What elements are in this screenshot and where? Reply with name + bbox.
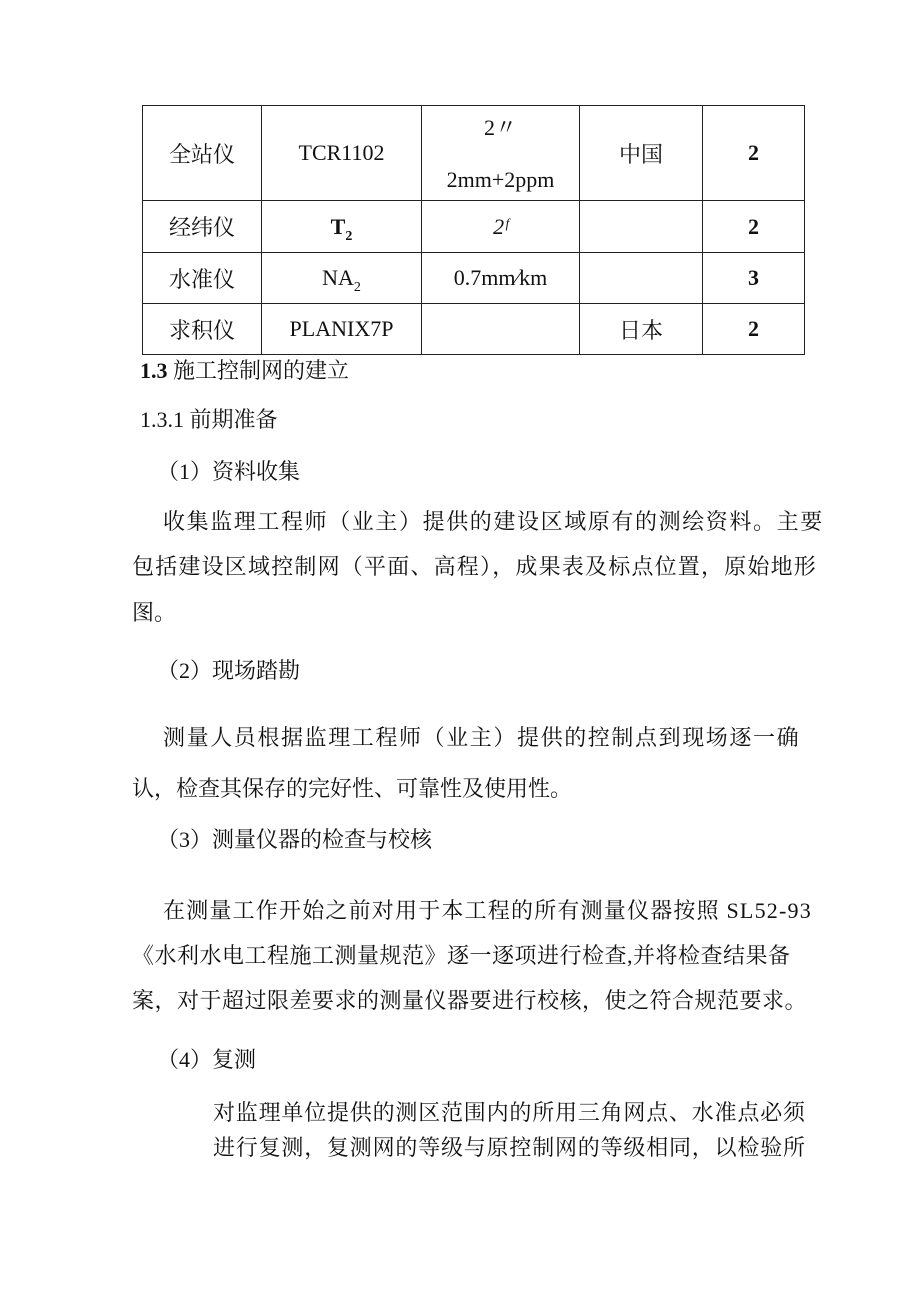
instrument-name: 水准仪: [143, 253, 262, 304]
instrument-name: 求积仪: [143, 304, 262, 355]
instrument-precision: [422, 106, 580, 201]
paragraph-line: 进行复测，复测网的等级与原控制网的等级相同，以检验所: [213, 1135, 806, 1160]
paragraph-line: 认，检查其保存的完好性、可靠性及使用性。: [132, 776, 573, 801]
model-main: T: [330, 213, 346, 239]
table-row: [143, 253, 805, 304]
subsection-heading: 1.3.1 前期准备: [140, 407, 278, 432]
instrument-model: PLANIX7P: [262, 304, 422, 355]
model-subscript: 2: [345, 228, 353, 244]
item-heading: （2）现场踏勘: [157, 658, 301, 683]
paragraph-line: 案，对于超过限差要求的测量仪器要进行校核，使之符合规范要求。: [132, 988, 808, 1013]
item-heading: （1）资料收集: [157, 459, 301, 484]
instrument-origin: 日本: [580, 304, 703, 355]
instrument-precision: 2ᶠ: [422, 201, 580, 253]
table-row: [143, 201, 805, 253]
paragraph-line: 对监理单位提供的测区范围内的所用三角网点、水准点必须: [213, 1100, 806, 1125]
instrument-precision: 0.7mm⁄km: [422, 253, 580, 304]
table-row: [143, 304, 805, 355]
model-main: NA: [322, 265, 354, 290]
paragraph-line: 图。: [132, 600, 177, 625]
instrument-model: TCR1102: [262, 106, 422, 201]
paragraph-line: 收集监理工程师（业主）提供的建设区域原有的测绘资料。主要: [163, 509, 824, 534]
paragraph-line: 《水利水电工程施工测量规范》逐一逐项进行检查,并将检查结果备: [132, 943, 791, 968]
instrument-quantity: 2: [703, 106, 805, 201]
instrument-quantity: 2: [703, 304, 805, 355]
instrument-quantity: 3: [703, 253, 805, 304]
paragraph-line: 包括建设区域控制网（平面、高程），成果表及标点位置，原始地形: [132, 554, 818, 579]
instrument-name: 经纬仪: [143, 201, 262, 253]
section-number: 1.3: [140, 358, 168, 383]
paragraph-line: 测量人员根据监理工程师（业主）提供的控制点到现场逐一确: [163, 725, 801, 750]
instrument-origin: [580, 201, 703, 253]
precision-distance: 2mm+2ppm: [446, 167, 555, 192]
instrument-origin: 中国: [580, 106, 703, 201]
item-heading: （3）测量仪器的检查与校核: [157, 827, 433, 852]
instrument-model: [262, 201, 422, 253]
instrument-origin: [580, 253, 703, 304]
instrument-table: [142, 105, 805, 355]
section-heading: [140, 360, 349, 382]
table-row: [143, 106, 805, 201]
item-heading: （4）复测: [157, 1047, 257, 1072]
precision-angle: 2〃: [483, 115, 517, 140]
section-title: 施工控制网的建立: [173, 358, 350, 383]
instrument-name: 全站仪: [143, 106, 262, 201]
model-subscript: 2: [353, 280, 361, 295]
instrument-model: [262, 253, 422, 304]
instrument-precision: [422, 304, 580, 355]
instrument-quantity: 2: [703, 201, 805, 253]
paragraph-line: 在测量工作开始之前对用于本工程的所有测量仪器按照 SL52-93: [163, 898, 812, 923]
